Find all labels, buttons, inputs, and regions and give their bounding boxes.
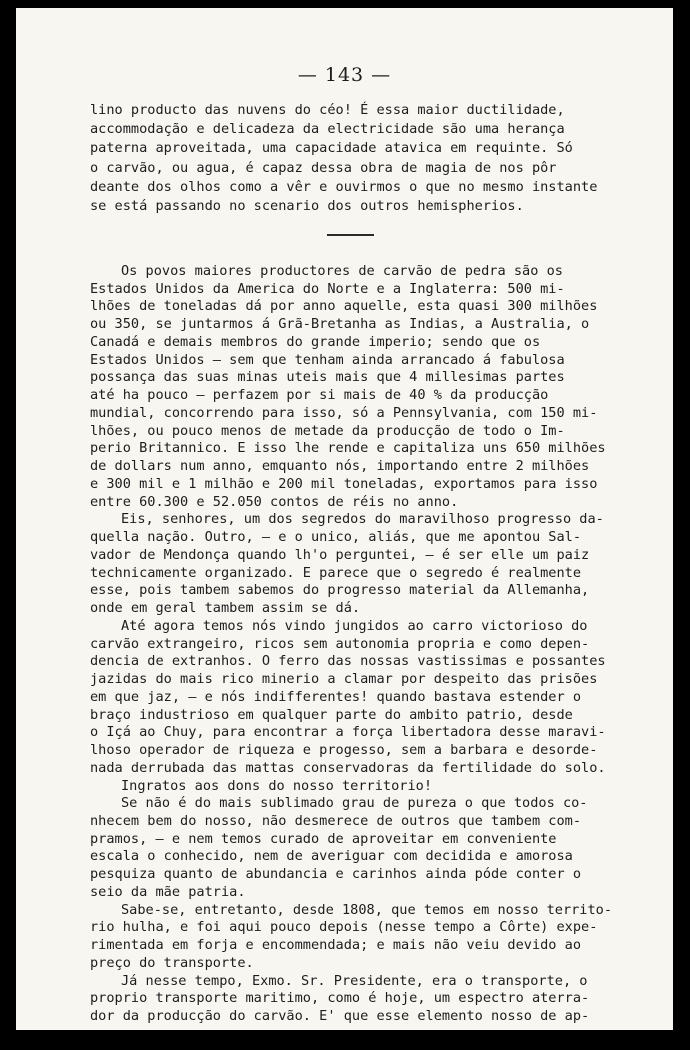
text-line: dencia de extranhos. O ferro das nossas vastissimas e possantes	[90, 653, 606, 670]
text-line: accommodação e delicadeza da electricidade são uma herança	[90, 121, 565, 138]
text-line: Até agora temos nós vindo jungidos ao carro victorioso do	[121, 617, 588, 634]
text-line: se está passando no scenario dos outros hemispherios.	[90, 198, 524, 214]
text-line: jazidas do mais rico minerio a clamar por despeito das prisões	[90, 671, 598, 688]
text-line: nhecem bem do nosso, não desmerece de outros que tambem com-	[90, 812, 582, 829]
text-line: Os povos maiores productores de carvão de pedra são os	[121, 263, 563, 279]
page-number: — 143 —	[297, 64, 392, 86]
text-line: carvão extrangeiro, ricos sem autonomia propria e como depen-	[90, 635, 590, 652]
page-text	[16, 8, 673, 1030]
text-line: Estados Unidos da America do Norte e a Inglaterra: 500 mi-	[90, 280, 565, 297]
text-line: Se não é do mais sublimado grau de pureza o que todos co-	[121, 795, 588, 812]
section-divider	[327, 234, 374, 236]
text-line: lhões, ou pouco menos de metade da producção de todo o Im-	[90, 422, 565, 439]
text-line: rimentada em forja e encommendada; e mais não veiu devido ao	[90, 937, 582, 954]
text-line: proprio transporte maritimo, como é hoje, um espectro aterra-	[90, 990, 590, 1007]
text-line: ou 350, se juntarmos á Grã-Bretanha as Indias, a Australia, o	[90, 316, 590, 333]
text-line: pramos, — e nem temos curado de aproveitar em conveniente	[90, 830, 557, 847]
text-line: braço industrioso em qualquer parte do ambito patrio, desde	[90, 706, 573, 723]
text-line: quella nação. Outro, — e o unico, aliás, que me apontou Sal-	[90, 529, 582, 546]
text-line: em que jaz, — e nós indifferentes! quando bastava estender o	[90, 688, 582, 705]
text-line: entre 60.300 e 52.050 contos de réis no anno.	[90, 493, 459, 510]
text-line: Eis, senhores, um dos segredos do maravilhoso progresso da-	[121, 511, 604, 528]
text-line: o Içá ao Chuy, para encontrar a força libertadora desse maravi-	[90, 724, 606, 741]
text-line: até ha pouco — perfazem por si mais de 40 % da producção	[90, 387, 549, 404]
text-line: Estados Unidos — sem que tenham ainda arrancado á fabulosa	[90, 351, 565, 368]
text-line: deante dos olhos como a vêr e ouvirmos o que no mesmo instante	[90, 178, 598, 195]
text-line: vador de Mendonça quando lh'o perguntei, — é ser elle um paiz	[90, 546, 590, 563]
text-line: lino producto das nuvens do céo! É essa maior ductilidade,	[90, 102, 565, 118]
text-line: lhões de toneladas dá por anno aquelle, esta quasi 300 milhões	[90, 298, 598, 315]
text-line: Canadá e demais membros do grande imperio; sendo que os	[90, 333, 541, 350]
text-line: preço do transporte.	[90, 954, 254, 971]
text-line: esse, pois tambem sabemos do progresso material da Allemanha,	[90, 582, 590, 599]
text-line: onde em geral tambem assim se dá.	[90, 600, 361, 617]
text-line: Já nesse tempo, Exmo. Sr. Presidente, era o transporte, o	[121, 972, 588, 989]
text-line: possança das suas minas uteis mais que 4 millesimas partes	[90, 369, 565, 386]
text-line: o carvão, ou agua, é capaz dessa obra de magia de nos pôr	[90, 159, 557, 176]
text-line: lhoso operador de riqueza e progesso, sem a barbara e desorde-	[90, 742, 598, 759]
text-line: dor da producção do carvão. E' que esse elemento nosso de ap-	[90, 1008, 590, 1025]
text-line: pesquiza quanto de abundancia e carinhos ainda póde conter o	[90, 866, 582, 883]
book-page	[16, 8, 673, 1030]
text-line: escala o conhecido, nem de averiguar com decidida e amorosa	[90, 848, 573, 865]
text-line: de dollars num anno, emquanto nós, importando entre 2 milhões	[90, 458, 590, 475]
text-line: mundial, concorrendo para isso, só a Pennsylvania, com 150 mi-	[90, 404, 598, 421]
text-line: nada derrubada das mattas conservadoras da fertilidade do solo.	[90, 759, 606, 776]
text-line: paterna aproveitada, uma capacidade atavica em requinte. Só	[90, 140, 573, 157]
text-line: Ingratos aos dons do nosso territorio!	[121, 777, 432, 794]
text-line: e 300 mil e 1 milhão e 200 mil toneladas, exportamos para isso	[90, 475, 598, 492]
text-line: Sabe-se, entretanto, desde 1808, que temos em nosso territo-	[121, 901, 613, 918]
text-line: rio hulha, e foi aqui pouco depois (nesse tempo a Côrte) expe-	[90, 919, 598, 936]
text-line: seio da mãe patria.	[90, 883, 246, 900]
text-line: perio Britannico. E isso lhe rende e capitaliza uns 650 milhões	[90, 440, 606, 457]
text-line: technicamente organizado. E parece que o segredo é realmente	[90, 564, 582, 581]
